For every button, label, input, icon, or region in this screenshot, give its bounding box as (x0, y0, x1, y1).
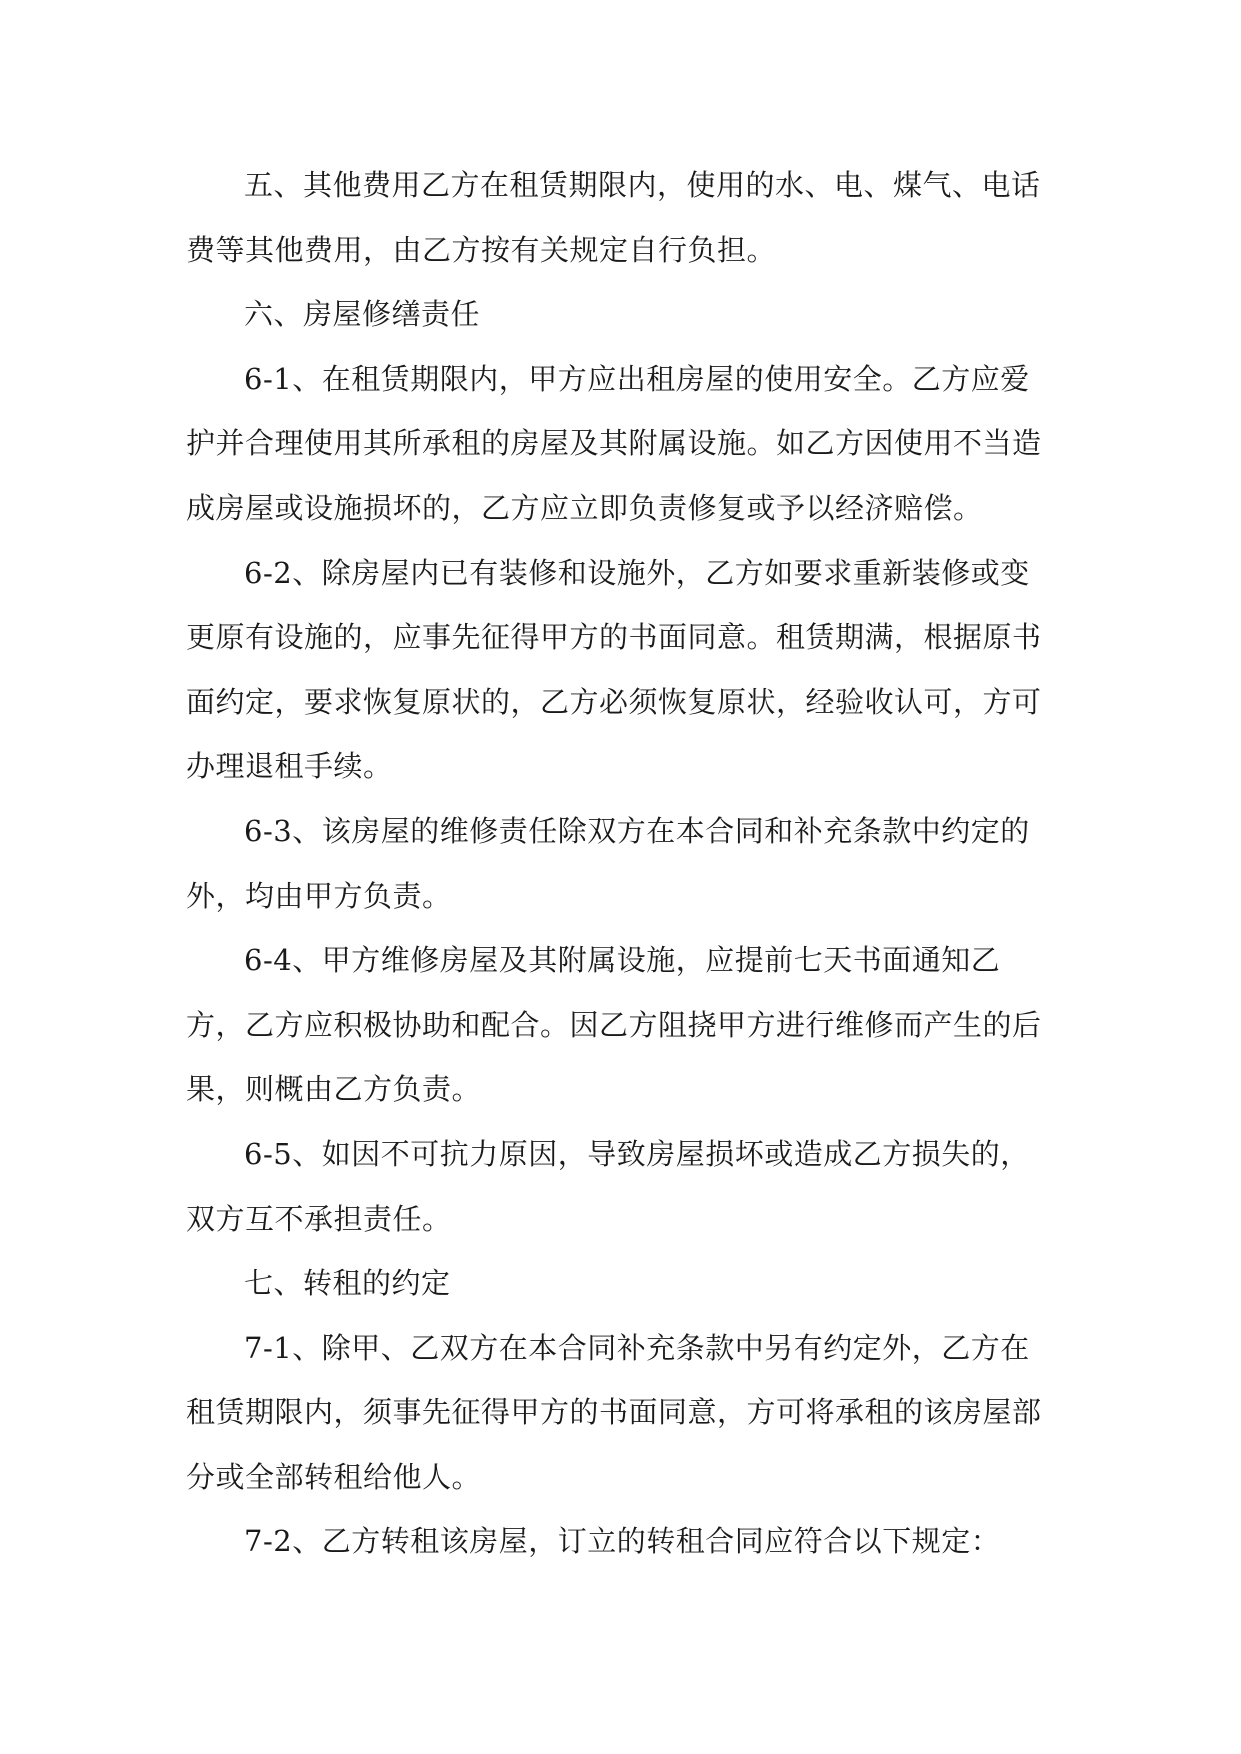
paragraph-6-4: 6-4、甲方维修房屋及其附属设施，应提前七天书面通知乙方，乙方应积极协助和配合。因乙方阻挠甲方进行维修而产生的后果，则概由乙方负责。 (186, 943, 1042, 1107)
paragraph-6-1: 6-1、在租赁期限内，甲方应出租房屋的使用安全。乙方应爱护并合理使用其所承租的房屋及其附属设施。如乙方因使用不当造成房屋或设施损坏的，乙方应立即负责修复或予以经济赔偿。 (186, 361, 1042, 525)
paragraph-6-2: 6-2、除房屋内已有装修和设施外，乙方如要求重新装修或变更原有设施的，应事先征得甲方的书面同意。租赁期满，根据原书面约定，要求恢复原状的，乙方必须恢复原状，经验收认可，方可办理退租手续。 (186, 555, 1042, 784)
paragraph-other-fees: 五、其他费用乙方在租赁期限内，使用的水、电、煤气、电话费等其他费用，由乙方按有关规定自行负担。 (186, 168, 1041, 267)
paragraph-6-3: 6-3、该房屋的维修责任除双方在本合同和补充条款中约定的外，均由甲方负责。 (186, 813, 1030, 913)
document-body (186, 153, 1056, 1574)
paragraph-7-1: 7-1、除甲、乙双方在本合同补充条款中另有约定外，乙方在租赁期限内，须事先征得甲方的书面同意，方可将承租的该房屋部分或全部转租给他人。 (186, 1330, 1042, 1494)
paragraph-6-5: 6-5、如因不可抗力原因，导致房屋损坏或造成乙方损失的，双方互不承担责任。 (186, 1136, 1030, 1236)
heading-repair-responsibility: 六、房屋修缮责任 (244, 297, 481, 332)
heading-sublease-agreement: 七、转租的约定 (244, 1266, 451, 1301)
paragraph-7-2: 7-2、乙方转租该房屋，订立的转租合同应符合以下规定： (244, 1524, 1001, 1559)
